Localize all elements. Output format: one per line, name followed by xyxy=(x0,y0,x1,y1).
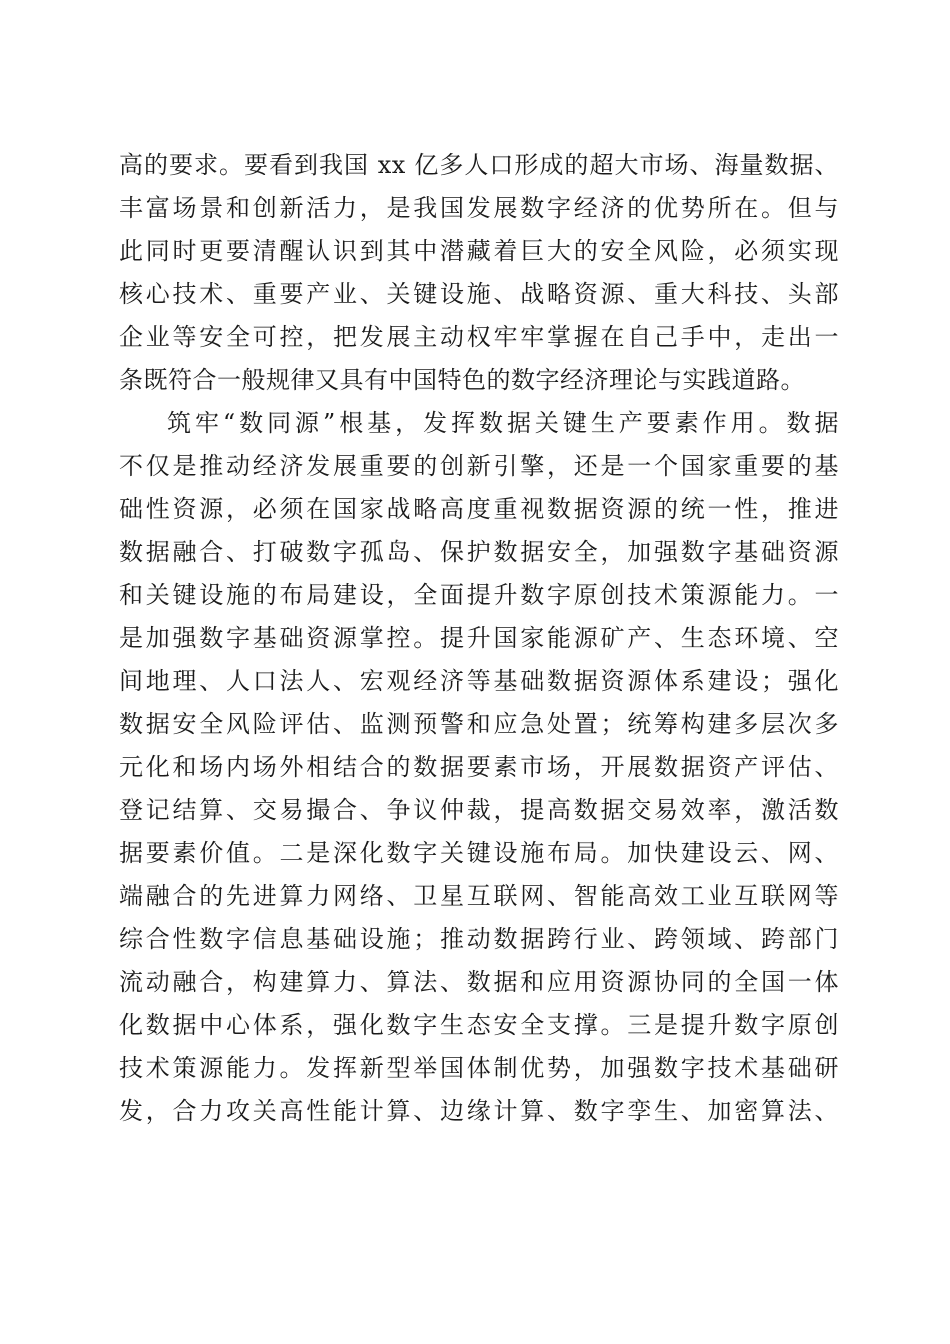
text-line: 企业等安全可控，把发展主动权牢牢掌握在自己手中，走出一 xyxy=(119,323,839,351)
text-line: 流动融合，构建算力、算法、数据和应用资源协同的全国一体 xyxy=(119,968,839,996)
text-line: 此同时更要清醒认识到其中潜藏着巨大的安全风险，必须实现 xyxy=(119,237,839,265)
text-line: 础性资源，必须在国家战略高度重视数据资源的统一性，推进 xyxy=(119,495,839,523)
text-line: 核心技术、重要产业、关键设施、战略资源、重大科技、头部 xyxy=(119,280,839,308)
text-line: 元化和场内场外相结合的数据要素市场，开展数据资产评估、 xyxy=(119,753,839,781)
text-line: 丰富场景和创新活力，是我国发展数字经济的优势所在。但与 xyxy=(119,194,839,222)
text-line: 技术策源能力。发挥新型举国体制优势，加强数字技术基础研 xyxy=(119,1054,839,1082)
text-line: 是加强数字基础资源掌控。提升国家能源矿产、生态环境、空 xyxy=(119,624,839,652)
text-line: 据要素价值。二是深化数字关键设施布局。加快建设云、网、 xyxy=(119,839,839,867)
text-line: 化数据中心体系，强化数字生态安全支撑。三是提升数字原创 xyxy=(119,1011,839,1039)
text-line: 条既符合一般规律又具有中国特色的数字经济理论与实践道路。 xyxy=(119,366,805,394)
text-line: 发，合力攻关高性能计算、边缘计算、数字孪生、加密算法、 xyxy=(119,1097,839,1125)
text-line: 端融合的先进算力网络、卫星互联网、智能高效工业互联网等 xyxy=(119,882,839,910)
text-line: 数据安全风险评估、监测预警和应急处置；统筹构建多层次多 xyxy=(119,710,839,738)
text-line: 和关键设施的布局建设，全面提升数字原创技术策源能力。一 xyxy=(119,581,839,609)
text-line: 高的要求。要看到我国 xx 亿多人口形成的超大市场、海量数据、 xyxy=(119,151,839,179)
text-line: 综合性数字信息基础设施；推动数据跨行业、跨领域、跨部门 xyxy=(119,925,839,953)
text-line: 登记结算、交易撮合、争议仲裁，提高数据交易效率，激活数 xyxy=(119,796,839,824)
text-line: 数据融合、打破数字孤岛、保护数据安全，加强数字基础资源 xyxy=(119,538,839,566)
paragraph-heading-line: 筑牢“数同源”根基，发挥数据关键生产要素作用。数据 xyxy=(167,409,839,437)
text-line: 间地理、人口法人、宏观经济等基础数据资源体系建设；强化 xyxy=(119,667,839,695)
body-text xyxy=(119,144,839,1133)
text-line: 不仅是推动经济发展重要的创新引擎，还是一个国家重要的基 xyxy=(119,452,839,480)
